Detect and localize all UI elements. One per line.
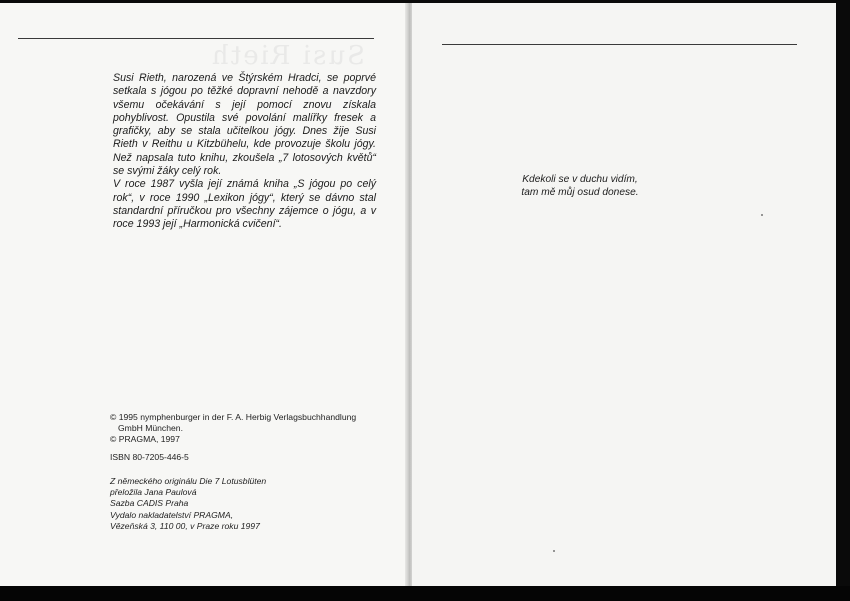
credits-line: Vězeňská 3, 110 00, v Praze roku 1997 xyxy=(110,520,260,531)
left-page xyxy=(0,3,407,589)
credits-line: Z německého originálu Die 7 Lotusblüten xyxy=(110,476,267,486)
motto xyxy=(510,173,650,199)
copyright-line: © PRAGMA, 1997 xyxy=(110,434,180,445)
author-bio xyxy=(113,72,376,232)
copyright-line: GmbH München. xyxy=(118,423,183,434)
motto-line: Kdekoli se v duchu vidím, xyxy=(522,174,638,185)
scan-edge xyxy=(0,586,850,601)
bio-paragraph: V roce 1987 vyšla její známá kniha „S jógou po celý rok“, v roce 1990 „Lexikon jógy“, který se dávno stal standardní příručkou pro všechny zájemce o jógu, a v roce 1993 její „Harmonická cvičení“. xyxy=(113,178,376,231)
credits-line: Vydalo nakladatelství PRAGMA, xyxy=(110,509,234,520)
dust-speck xyxy=(553,550,555,552)
right-page xyxy=(412,3,836,589)
credits-line: Sazba CADIS Praha xyxy=(110,498,189,509)
top-rule xyxy=(18,38,374,39)
bio-paragraph: Susi Rieth, narozená ve Štýrském Hradci, se poprvé setkala s jógou po těžké dopravní nehodě a navzdory všemu očekávání s její pomocí znovu získala pohyblivost. Opustila své povolání malířky fresek a grafičky, aby se stala učitelkou jógy. Dnes žije Susi Rieth v Reithu u Kitzbühelu, kde provozuje školu jógy. Než napsala tuto knihu, zkoušela „7 lotosových květů“ se svými žáky celý rok. xyxy=(113,72,376,178)
credits-block xyxy=(110,476,266,532)
motto-line: tam mě můj osud donese. xyxy=(521,187,639,198)
copyright-block xyxy=(110,412,356,446)
dust-speck xyxy=(761,214,763,216)
bleed-through-text: Susi Rieth xyxy=(210,41,365,71)
isbn: ISBN 80-7205-446-5 xyxy=(110,452,189,462)
top-rule xyxy=(442,44,797,45)
copyright-line: © 1995 nymphenburger in der F. A. Herbig Verlagsbuchhandlung xyxy=(110,412,357,422)
credits-line: přeložila Jana Paulová xyxy=(110,487,197,498)
